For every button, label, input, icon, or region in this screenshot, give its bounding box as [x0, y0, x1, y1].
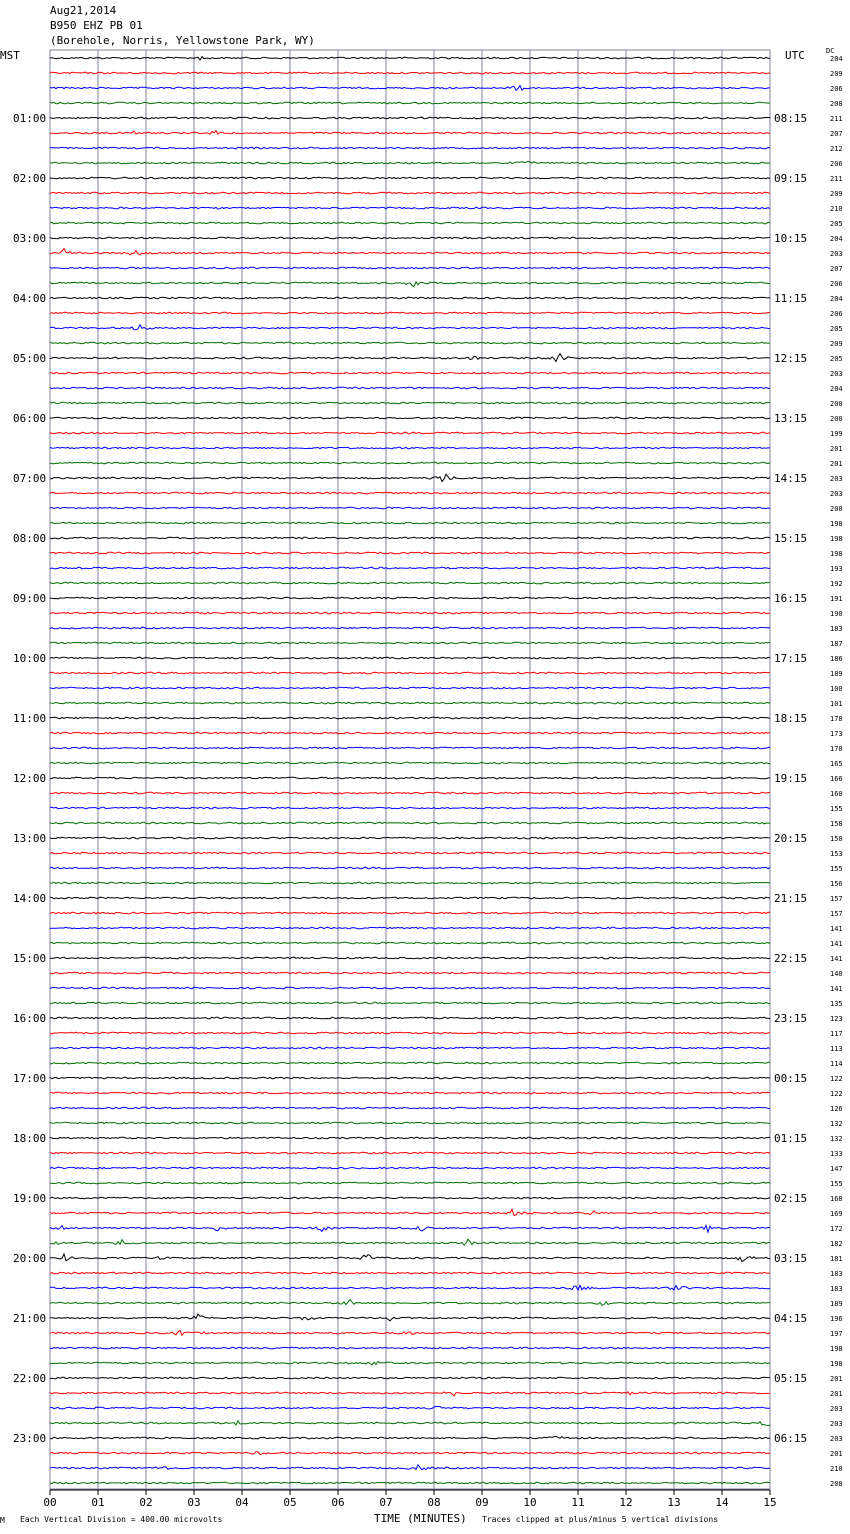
dc-offset-label: 155: [830, 805, 843, 813]
right-hour-label: 15:15: [774, 532, 808, 545]
seismic-trace: [50, 792, 770, 794]
station-code: B950 EHZ PB 01: [50, 19, 143, 32]
seismic-trace: [50, 1017, 770, 1019]
dc-offset-label: 133: [830, 1150, 843, 1158]
left-hour-label: 18:00: [13, 1132, 47, 1145]
dc-offset-label: 189: [830, 670, 843, 678]
dc-offset-label: 160: [830, 790, 843, 798]
seismic-trace: [50, 552, 770, 554]
seismic-trace: [50, 354, 770, 362]
seismic-trace: [50, 1226, 770, 1233]
dc-offset-label: 170: [830, 745, 843, 753]
right-hour-label: 14:15: [774, 472, 808, 485]
dc-offset-label: 183: [830, 1285, 843, 1293]
dc-offset-label: 141: [830, 955, 843, 963]
right-hour-label: 09:15: [774, 172, 808, 185]
seismic-trace: [50, 507, 770, 509]
left-hour-label: 10:00: [13, 652, 47, 665]
x-tick-label: 08: [427, 1496, 441, 1509]
dc-offset-label: 201: [830, 1375, 843, 1383]
seismic-trace: [50, 297, 770, 299]
seismic-trace: [50, 192, 770, 194]
seismic-trace: [50, 537, 770, 539]
x-tick-label: 11: [571, 1496, 585, 1509]
dc-offset-label: 210: [830, 205, 843, 213]
dc-offset-label: 193: [830, 565, 843, 573]
seismic-trace: [50, 1465, 770, 1470]
dc-offset-label: 200: [830, 415, 843, 423]
dc-offset-label: 157: [830, 895, 843, 903]
seismic-trace: [50, 687, 770, 689]
left-hour-label: 07:00: [13, 472, 47, 485]
dc-offset-label: 205: [830, 220, 843, 228]
dc-offset-label: 203: [830, 1405, 843, 1413]
dc-offset-label: 141: [830, 925, 843, 933]
seismic-trace: [50, 597, 770, 599]
seismic-trace: [50, 325, 770, 330]
x-axis-title: TIME (MINUTES): [374, 1512, 467, 1525]
dc-offset-label: 199: [830, 430, 843, 438]
seismic-trace: [50, 567, 770, 569]
x-tick-label: 05: [283, 1496, 297, 1509]
x-tick-label: 03: [187, 1496, 201, 1509]
x-tick-label: 10: [523, 1496, 537, 1509]
seismic-trace: [50, 131, 770, 135]
left-timezone-label: MST: [0, 49, 20, 62]
right-hour-label: 20:15: [774, 832, 808, 845]
dc-offset-label: 178: [830, 715, 843, 723]
seismic-trace: [50, 912, 770, 914]
seismic-trace: [50, 1377, 770, 1379]
left-hour-label: 01:00: [13, 112, 47, 125]
seismic-trace: [50, 342, 770, 344]
seismic-trace: [50, 1362, 770, 1365]
dc-offset-label: 201: [830, 445, 843, 453]
seismic-trace: [50, 642, 770, 644]
dc-offset-label: 198: [830, 1360, 843, 1368]
dc-offset-label: 157: [830, 910, 843, 918]
right-timezone-label: UTC: [785, 49, 805, 62]
dc-offset-label: 198: [830, 535, 843, 543]
seismic-trace: [50, 807, 770, 809]
dc-offset-label: 123: [830, 1015, 843, 1023]
seismic-trace: [50, 492, 770, 494]
right-hour-label: 12:15: [774, 352, 808, 365]
right-hour-label: 16:15: [774, 592, 808, 605]
seismic-trace: [50, 86, 770, 91]
seismic-trace: [50, 237, 770, 239]
seismic-trace: [50, 777, 770, 779]
dc-offset-label: 172: [830, 1225, 843, 1233]
seismic-trace: [50, 1300, 770, 1306]
dc-offset-label: 114: [830, 1060, 843, 1068]
right-hour-label: 10:15: [774, 232, 808, 245]
dc-offset-label: 198: [830, 520, 843, 528]
left-hour-label: 09:00: [13, 592, 47, 605]
left-hour-label: 22:00: [13, 1372, 47, 1385]
left-hour-label: 16:00: [13, 1012, 47, 1025]
seismic-trace: [50, 732, 770, 734]
dc-offset-label: 209: [830, 70, 843, 78]
dc-offset-label: 209: [830, 190, 843, 198]
seismic-trace: [50, 1272, 770, 1274]
seismic-trace: [50, 1182, 770, 1184]
dc-offset-label: 198: [830, 1345, 843, 1353]
dc-offset-label: 203: [830, 475, 843, 483]
dc-offset-label: 203: [830, 370, 843, 378]
left-hour-label: 12:00: [13, 772, 47, 785]
seismic-trace: [50, 1137, 770, 1139]
dc-offset-label: 210: [830, 1465, 843, 1473]
dc-offset-label: 206: [830, 85, 843, 93]
seismic-trace: [50, 248, 770, 254]
dc-offset-label: 206: [830, 160, 843, 168]
seismic-trace: [50, 102, 770, 104]
dc-offset-label: 132: [830, 1135, 843, 1143]
dc-offset-label: 201: [830, 1390, 843, 1398]
seismic-trace: [50, 897, 770, 899]
seismic-trace: [50, 72, 770, 74]
x-tick-label: 07: [379, 1496, 393, 1509]
dc-offset-label: 200: [830, 400, 843, 408]
dc-offset-label: 190: [830, 610, 843, 618]
right-hour-label: 22:15: [774, 952, 808, 965]
right-hour-label: 04:15: [774, 1312, 808, 1325]
right-hour-label: 06:15: [774, 1432, 808, 1445]
seismic-trace: [50, 474, 770, 481]
dc-offset-label: 135: [830, 1000, 843, 1008]
seismic-trace: [50, 462, 770, 464]
dc-offset-label: 203: [830, 1435, 843, 1443]
dc-offset-label: 181: [830, 1255, 843, 1263]
seismic-trace: [50, 1122, 770, 1124]
seismic-trace: [50, 612, 770, 614]
dc-offset-label: 197: [830, 1330, 843, 1338]
dc-offset-label: 100: [830, 685, 843, 693]
right-hour-label: 19:15: [774, 772, 808, 785]
dc-offset-label: 209: [830, 340, 843, 348]
seismic-trace: [50, 1254, 770, 1262]
dc-offset-label: 208: [830, 1480, 843, 1488]
dc-offset-label: 147: [830, 1165, 843, 1173]
dc-offset-label: 156: [830, 880, 843, 888]
dc-offset-label: 101: [830, 700, 843, 708]
seismic-trace: [50, 822, 770, 824]
dc-offset-label: 141: [830, 940, 843, 948]
station-location: (Borehole, Norris, Yellowstone Park, WY): [50, 34, 315, 47]
dc-offset-label: 117: [830, 1030, 843, 1038]
dc-offset-label: 141: [830, 985, 843, 993]
seismic-trace: [50, 447, 770, 449]
right-hour-label: 23:15: [774, 1012, 808, 1025]
seismic-trace: [50, 837, 770, 839]
seismic-trace: [50, 312, 770, 314]
left-hour-label: 15:00: [13, 952, 47, 965]
seismic-trace: [50, 1092, 770, 1094]
seismic-trace: [50, 57, 770, 60]
seismic-trace: [50, 1239, 770, 1245]
dc-offset-label: 205: [830, 325, 843, 333]
right-hour-label: 00:15: [774, 1072, 808, 1085]
dc-offset-label: 192: [830, 580, 843, 588]
dc-offset-label: 182: [830, 1240, 843, 1248]
seismic-trace: [50, 1032, 770, 1034]
seismic-trace: [50, 852, 770, 854]
left-hour-label: 05:00: [13, 352, 47, 365]
left-hour-label: 11:00: [13, 712, 47, 725]
seismic-trace: [50, 1107, 770, 1109]
seismic-trace: [50, 417, 770, 419]
dc-offset-label: 191: [830, 595, 843, 603]
dc-offset-label: 208: [830, 100, 843, 108]
left-hour-label: 02:00: [13, 172, 47, 185]
seismic-trace: [50, 222, 770, 224]
dc-offset-label: 183: [830, 625, 843, 633]
dc-offset-label: 204: [830, 385, 843, 393]
dc-offset-label: 203: [830, 250, 843, 258]
dc-offset-label: 155: [830, 865, 843, 873]
left-hour-label: 08:00: [13, 532, 47, 545]
dc-offset-label: 173: [830, 730, 843, 738]
right-hour-label: 11:15: [774, 292, 808, 305]
dc-offset-label: 187: [830, 640, 843, 648]
dc-offset-label: 206: [830, 280, 843, 288]
dc-offset-label: 132: [830, 1120, 843, 1128]
seismic-trace: [50, 657, 770, 659]
left-hour-label: 06:00: [13, 412, 47, 425]
seismic-trace: [50, 867, 770, 869]
left-hour-label: 23:00: [13, 1432, 47, 1445]
seismic-trace: [50, 161, 770, 164]
seismic-trace: [50, 702, 770, 704]
dc-offset-label: 168: [830, 1195, 843, 1203]
right-hour-label: 02:15: [774, 1192, 808, 1205]
seismic-trace: [50, 1167, 770, 1169]
seismic-trace: [50, 267, 770, 269]
seismic-trace: [50, 1314, 770, 1321]
corner-mark: M: [0, 1516, 5, 1525]
seismic-trace: [50, 1482, 770, 1484]
plot-date: Aug21,2014: [50, 4, 117, 17]
seismic-trace: [50, 282, 770, 287]
seismic-trace: [50, 117, 770, 119]
dc-offset-label: 122: [830, 1075, 843, 1083]
dc-offset-label: 140: [830, 970, 843, 978]
dc-offset-label: 166: [830, 775, 843, 783]
x-tick-label: 06: [331, 1496, 345, 1509]
dc-offset-label: 122: [830, 1090, 843, 1098]
dc-offset-label: 211: [830, 175, 843, 183]
seismic-trace: [50, 717, 770, 719]
seismic-trace: [50, 957, 770, 959]
x-tick-label: 12: [619, 1496, 633, 1509]
x-tick-label: 01: [91, 1496, 105, 1509]
dc-offset-label: 201: [830, 1450, 843, 1458]
seismic-trace: [50, 1347, 770, 1349]
clip-note: Traces clipped at plus/minus 5 vertical divisions: [482, 1515, 719, 1524]
seismic-trace: [50, 1421, 770, 1426]
right-hour-label: 03:15: [774, 1252, 808, 1265]
dc-offset-label: 183: [830, 1270, 843, 1278]
dc-offset-label: 205: [830, 355, 843, 363]
dc-offset-label: 204: [830, 295, 843, 303]
x-tick-label: 14: [715, 1496, 729, 1509]
seismic-trace: [50, 882, 770, 884]
dc-offset-label: 153: [830, 850, 843, 858]
seismic-trace: [50, 177, 770, 179]
dc-offset-label: 212: [830, 145, 843, 153]
dc-offset-label: 198: [830, 550, 843, 558]
dc-offset-label: 211: [830, 115, 843, 123]
seismic-trace: [50, 207, 770, 209]
seismic-trace: [50, 1002, 770, 1004]
seismic-trace: [50, 1406, 770, 1409]
left-hour-label: 19:00: [13, 1192, 47, 1205]
seismic-trace: [50, 1047, 770, 1049]
right-hour-label: 18:15: [774, 712, 808, 725]
left-hour-label: 14:00: [13, 892, 47, 905]
seismic-trace: [50, 1285, 770, 1290]
dc-offset-header: DC: [826, 47, 835, 55]
dc-offset-label: 186: [830, 655, 843, 663]
dc-offset-label: 207: [830, 130, 843, 138]
dc-offset-label: 203: [830, 1420, 843, 1428]
seismic-trace: [50, 1062, 770, 1064]
right-hour-label: 17:15: [774, 652, 808, 665]
left-hour-label: 21:00: [13, 1312, 47, 1325]
seismic-trace: [50, 387, 770, 389]
dc-offset-label: 204: [830, 235, 843, 243]
dc-offset-label: 155: [830, 1180, 843, 1188]
seismic-trace: [50, 522, 770, 524]
seismic-trace: [50, 582, 770, 584]
seismic-trace: [50, 1452, 770, 1455]
dc-offset-label: 206: [830, 310, 843, 318]
seismic-trace: [50, 942, 770, 944]
seismic-trace: [50, 972, 770, 974]
dc-offset-label: 207: [830, 265, 843, 273]
seismic-trace: [50, 1330, 770, 1335]
seismic-trace: [50, 432, 770, 434]
dc-offset-label: 189: [830, 1300, 843, 1308]
dc-offset-label: 200: [830, 505, 843, 513]
x-tick-label: 02: [139, 1496, 153, 1509]
left-hour-label: 04:00: [13, 292, 47, 305]
seismic-trace: [50, 1197, 770, 1199]
x-tick-label: 00: [43, 1496, 57, 1509]
seismic-trace: [50, 1209, 770, 1215]
dc-offset-label: 204: [830, 55, 843, 63]
seismic-trace: [50, 1436, 770, 1438]
dc-offset-label: 150: [830, 835, 843, 843]
seismic-trace: [50, 147, 770, 149]
dc-offset-label: 158: [830, 820, 843, 828]
right-hour-label: 21:15: [774, 892, 808, 905]
right-hour-label: 01:15: [774, 1132, 808, 1145]
left-hour-label: 17:00: [13, 1072, 47, 1085]
vertical-scale-note: Each Vertical Division = 400.00 microvolts: [20, 1515, 223, 1524]
seismic-trace: [50, 372, 770, 374]
right-hour-label: 13:15: [774, 412, 808, 425]
seismic-trace: [50, 747, 770, 749]
x-tick-label: 15: [763, 1496, 777, 1509]
left-hour-label: 20:00: [13, 1252, 47, 1265]
seismic-trace: [50, 1077, 770, 1079]
right-hour-label: 05:15: [774, 1372, 808, 1385]
dc-offset-label: 196: [830, 1315, 843, 1323]
seismic-trace: [50, 1392, 770, 1396]
seismic-trace: [50, 402, 770, 404]
x-tick-label: 09: [475, 1496, 489, 1509]
dc-offset-label: 169: [830, 1210, 843, 1218]
dc-offset-label: 113: [830, 1045, 843, 1053]
seismic-trace: [50, 927, 770, 929]
left-hour-label: 03:00: [13, 232, 47, 245]
seismic-trace: [50, 627, 770, 629]
x-tick-label: 04: [235, 1496, 249, 1509]
dc-offset-label: 201: [830, 460, 843, 468]
left-hour-label: 13:00: [13, 832, 47, 845]
dc-offset-label: 165: [830, 760, 843, 768]
dc-offset-label: 126: [830, 1105, 843, 1113]
right-hour-label: 08:15: [774, 112, 808, 125]
seismic-trace: [50, 987, 770, 989]
seismic-trace: [50, 1152, 770, 1154]
seismic-trace: [50, 762, 770, 764]
seismic-trace: [50, 672, 770, 674]
x-tick-label: 13: [667, 1496, 681, 1509]
dc-offset-label: 203: [830, 490, 843, 498]
